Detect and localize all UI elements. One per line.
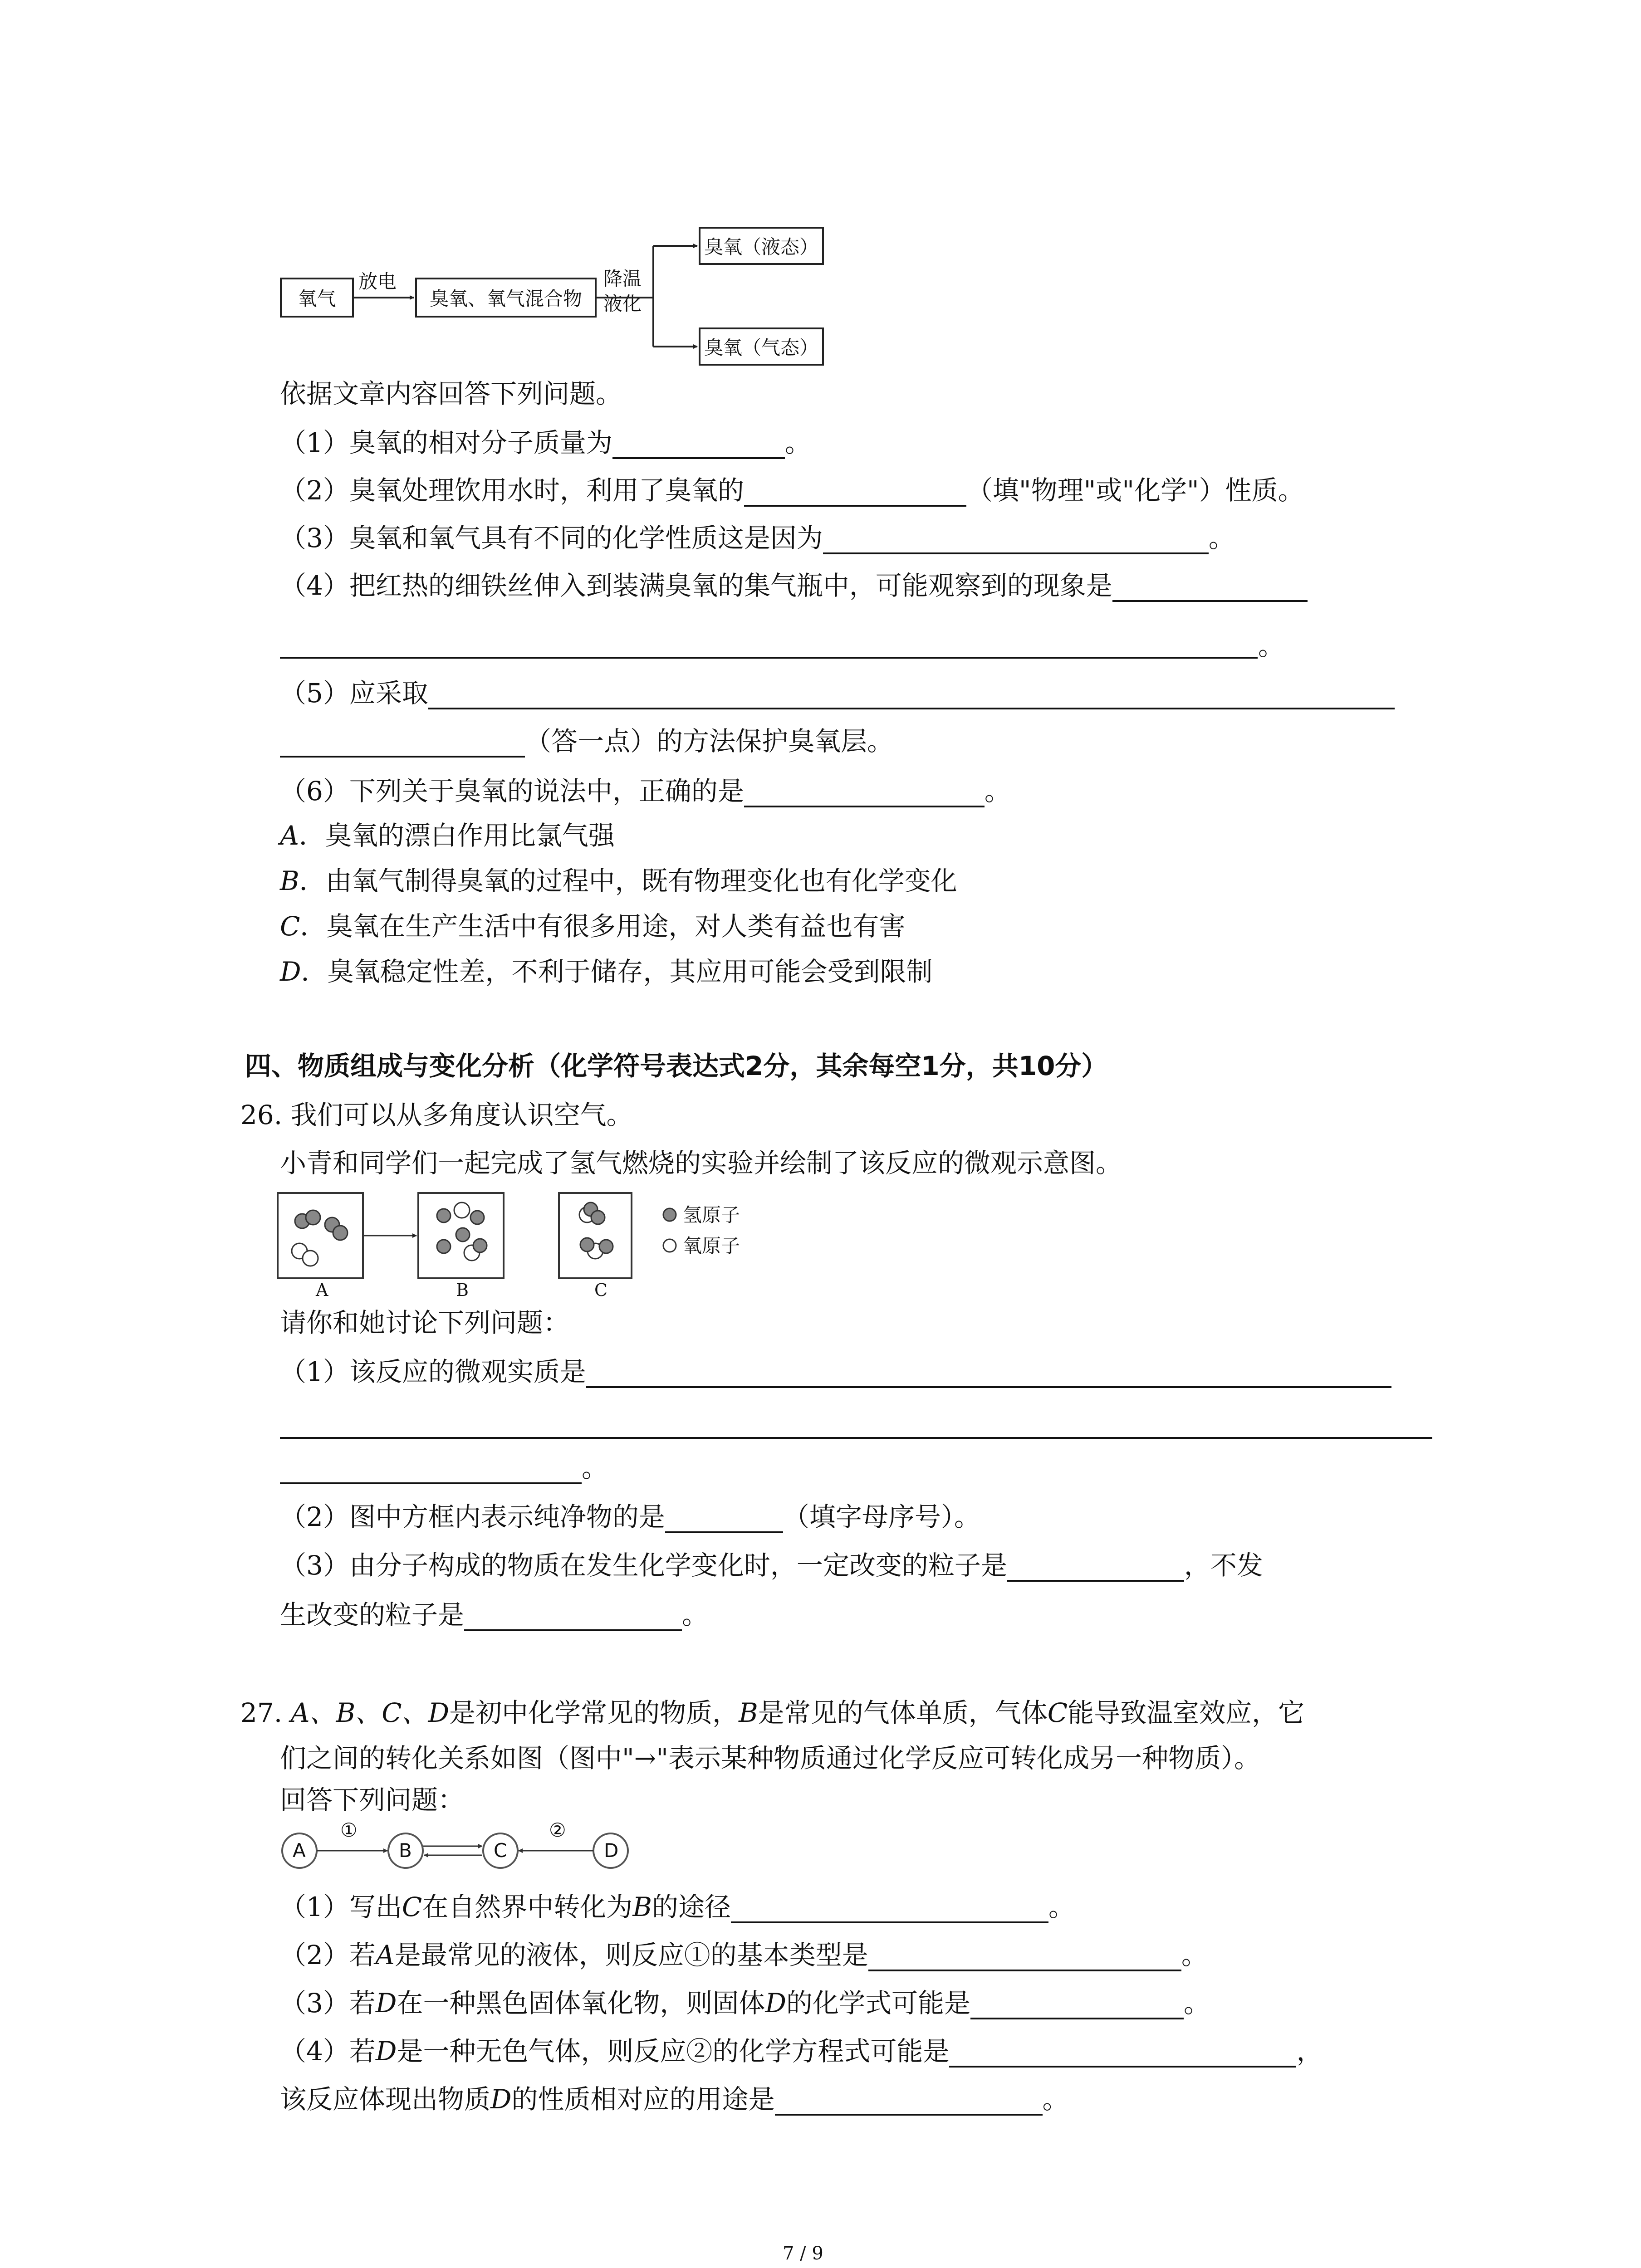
flow-box-mixture: 臭氧、氧气混合物	[415, 278, 597, 318]
q26-part1-text: （1）该反应的微观实质是	[280, 1356, 586, 1387]
q26-part1	[280, 1355, 1391, 1388]
q26-part1-end: 。	[582, 1452, 608, 1483]
q25-part3-end: 。	[1208, 523, 1235, 553]
q26-part3-blank[interactable]	[1007, 1554, 1184, 1582]
flow-box-oxygen: 氧气	[280, 278, 354, 318]
q27-part1-end: 。	[1048, 1892, 1075, 1922]
q25-option-c	[280, 910, 905, 943]
q26-part3-mid: ，不发	[1184, 1550, 1263, 1581]
q25-part6-text: （6）下列关于臭氧的说法中，正确的是	[280, 776, 744, 807]
q27-line2: 们之间的转化关系如图（图中"→"表示某种物质通过化学反应可转化成另一种物质）。	[280, 1743, 1260, 1774]
q25-option-c-text: ．臭氧在生产生活中有很多用途，对人类有益也有害	[300, 911, 906, 942]
flow-box-liquid: 臭氧（液态）	[699, 227, 824, 265]
reaction-1-label: ①	[340, 1819, 358, 1841]
q25-part1-end: 。	[784, 427, 811, 458]
q27-part1-blank[interactable]	[731, 1896, 1048, 1923]
q26-part1-blank-line3[interactable]	[280, 1457, 582, 1484]
q26-part3	[280, 1549, 1263, 1582]
q27-part4-var2: D	[490, 2084, 512, 2115]
q25-part5-blank-line2[interactable]	[280, 730, 525, 758]
q27-part3-c: 的化学式可能是	[786, 1988, 970, 2019]
node-b-label: B	[399, 1839, 412, 1862]
section-4-heading: 四、物质组成与变化分析（化学符号表达式2分，其余每空1分，共10分）	[245, 1051, 1108, 1081]
q27-part4-d: 的性质相对应的用途是	[511, 2084, 775, 2115]
q27-part4-a: （4）若	[280, 2036, 376, 2067]
q26-title: 26. 我们可以从多角度认识空气。	[240, 1100, 633, 1130]
q27-relation-diagram	[272, 1823, 681, 1878]
q27-part4	[280, 2035, 1323, 2068]
q25-intro: 依据文章内容回答下列问题。	[280, 378, 622, 409]
q26-part3-end: 。	[682, 1599, 709, 1630]
q25-part6	[280, 775, 1011, 807]
q25-option-d	[280, 955, 933, 988]
q25-part4-blank-line2[interactable]	[280, 657, 1258, 659]
q25-option-a-text: ．臭氧的漂白作用比氯气强	[299, 820, 615, 851]
q25-option-a-letter: A	[280, 820, 299, 851]
molecule-label-b: B	[456, 1280, 469, 1300]
q25-option-b-letter: B	[280, 865, 299, 896]
q25-part5-cont-text: （答一点）的方法保护臭氧层。	[525, 726, 894, 757]
q27-part4-b: 是一种无色气体，则反应②的化学方程式可能是	[397, 2036, 950, 2067]
page-number: 7 / 9	[783, 2243, 823, 2264]
q27-part1-var-b: B	[632, 1892, 652, 1922]
legend-oxygen-icon	[663, 1239, 676, 1252]
molecule-label-a: A	[316, 1280, 328, 1300]
q25-part1-blank[interactable]	[612, 432, 785, 459]
q27-part4-cont	[280, 2083, 1069, 2116]
q25-option-d-text: ．臭氧稳定性差，不利于储存，其应用可能会受到限制	[301, 956, 933, 987]
q27-abcd: A、B、C、D	[290, 1697, 450, 1728]
node-a-label: A	[293, 1839, 306, 1862]
q27-part2	[280, 1939, 1208, 1971]
flow-label-liquefy: 液化	[603, 293, 642, 315]
legend-hydrogen-icon	[663, 1208, 676, 1221]
q27-part4-blank[interactable]	[949, 2040, 1296, 2068]
q27-part3-blank[interactable]	[970, 1992, 1184, 2019]
q26-part3-cont-text: 生改变的粒子是	[280, 1599, 465, 1630]
q26-part1-blank[interactable]	[586, 1361, 1391, 1388]
node-c-label: C	[494, 1839, 507, 1862]
q26-part2-end: （填字母序号）。	[783, 1501, 980, 1532]
legend-hydrogen-label: 氢原子	[683, 1204, 740, 1226]
q25-part2-blank[interactable]	[744, 479, 966, 507]
q25-part6-blank[interactable]	[744, 780, 985, 807]
flow-box-gas: 臭氧（气态）	[699, 327, 824, 366]
flow-label-discharge: 放电	[358, 270, 397, 293]
q27-part4-c: 该反应体现出物质	[280, 2084, 491, 2115]
q25-part2	[280, 474, 1304, 507]
q26-part2	[280, 1501, 980, 1533]
q25-option-a	[280, 819, 615, 852]
q26-part3-cont	[280, 1598, 708, 1631]
q27-part2-a: （2）若	[280, 1940, 376, 1970]
q27-part4-end: ，	[1296, 2036, 1323, 2067]
q27-part3-end: 。	[1183, 1988, 1210, 2019]
q26-intro: 小青和同学们一起完成了氢气燃烧的实验并绘制了该反应的微观示意图。	[280, 1148, 1122, 1178]
q27-part4-var: D	[375, 2036, 397, 2067]
q26-part3-text: （3）由分子构成的物质在发生化学变化时，一定改变的粒子是	[280, 1550, 1007, 1581]
q25-part3-text: （3）臭氧和氧气具有不同的化学性质这是因为	[280, 523, 823, 553]
q25-part4-blank[interactable]	[1112, 575, 1308, 602]
q27-part4-blank2[interactable]	[775, 2088, 1043, 2116]
q27-part2-end: 。	[1181, 1940, 1208, 1970]
q27-part3-a: （3）若	[280, 1988, 376, 2019]
q26-part3-blank2[interactable]	[464, 1604, 682, 1631]
q27-part4-end2: 。	[1042, 2084, 1069, 2115]
reaction-2-label: ②	[549, 1819, 566, 1841]
q25-part2-text: （2）臭氧处理饮用水时，利用了臭氧的	[280, 475, 744, 506]
q25-option-b-text: ．由氧气制得臭氧的过程中，既有物理变化也有化学变化	[299, 865, 957, 896]
q27-part3-var: D	[375, 1988, 397, 2019]
q27-line3: 回答下列问题：	[280, 1784, 465, 1815]
q27-part2-var: A	[375, 1940, 395, 1970]
molecule-box-a	[278, 1193, 363, 1278]
q27-part2-blank[interactable]	[868, 1944, 1181, 1971]
q26-discuss: 请你和她讨论下列问题：	[280, 1307, 570, 1338]
q25-option-b	[280, 865, 957, 897]
q25-part2-end: （填"物理"或"化学"）性质。	[966, 475, 1304, 506]
q26-part2-text: （2）图中方框内表示纯净物的是	[280, 1501, 665, 1532]
q27-number: 27.	[240, 1697, 291, 1728]
q25-part6-end: 。	[984, 776, 1011, 807]
q25-part5	[280, 677, 1395, 709]
q25-part1	[280, 426, 811, 459]
q27-part1-c: 的途径	[652, 1892, 731, 1922]
q26-part2-blank[interactable]	[665, 1506, 783, 1533]
q26-part1-cont	[280, 1452, 608, 1484]
q25-part3-blank[interactable]	[823, 527, 1209, 554]
q25-part5-blank[interactable]	[428, 682, 1395, 709]
q27-var-b: B	[739, 1697, 758, 1728]
q25-part4-end: 。	[1258, 631, 1285, 661]
legend-oxygen-label: 氧原子	[683, 1235, 740, 1257]
q25-part5-cont	[280, 725, 893, 758]
molecule-label-c: C	[594, 1280, 608, 1300]
q27-part1-b: 在自然界中转化为	[422, 1892, 633, 1922]
q27-line1-b: 是常见的气体单质，气体	[758, 1697, 1048, 1728]
q27-line1-c: 能导致温室效应，它	[1068, 1697, 1305, 1728]
q27-part3-var2: D	[765, 1988, 786, 2019]
q25-option-c-letter: C	[280, 911, 300, 942]
q27-part1	[280, 1891, 1075, 1923]
node-d-label: D	[604, 1839, 619, 1862]
q25-part4	[280, 569, 1308, 602]
q25-part4-text: （4）把红热的细铁丝伸入到装满臭氧的集气瓶中，可能观察到的现象是	[280, 570, 1112, 601]
q27-part1-var-c: C	[402, 1892, 422, 1922]
q25-option-d-letter: D	[280, 956, 301, 987]
q26-part1-blank-line2[interactable]	[280, 1437, 1432, 1439]
q27-line1-text: 是初中化学常见的物质，	[449, 1697, 739, 1728]
flowchart-arrows	[0, 0, 1641, 408]
flow-label-cool: 降温	[603, 268, 642, 290]
q27-part3	[280, 1987, 1210, 2019]
q27-part1-a: （1）写出	[280, 1892, 402, 1922]
q27-line1	[240, 1696, 1304, 1729]
q27-part2-b: 是最常见的液体，则反应①的基本类型是	[394, 1940, 868, 1970]
q25-part5-text: （5）应采取	[280, 678, 428, 709]
q27-var-c: C	[1047, 1697, 1068, 1728]
q27-part3-b: 在一种黑色固体氧化物，则固体	[397, 1988, 765, 2019]
q25-part3	[280, 522, 1235, 554]
q25-part1-text: （1）臭氧的相对分子质量为	[280, 427, 612, 458]
